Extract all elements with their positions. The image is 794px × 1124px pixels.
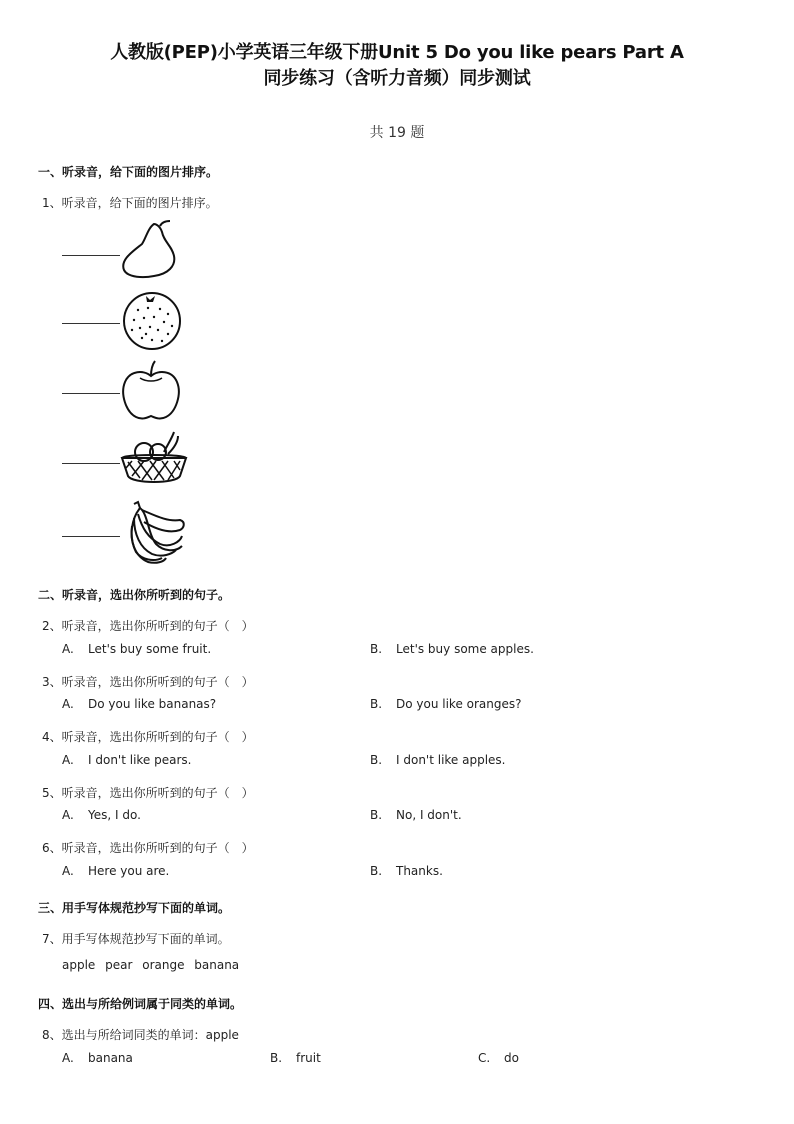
- question-5-prompt: 5、听录音，选出你所听到的句子（ ）: [42, 786, 254, 800]
- option-text: do: [504, 1051, 519, 1065]
- option-text: Do you like oranges?: [396, 697, 522, 711]
- question-5-option-b[interactable]: [370, 808, 462, 822]
- section-heading-3: 三、用手写体规范抄写下面的单词。: [38, 901, 231, 915]
- option-text: banana: [88, 1051, 133, 1065]
- option-letter: A.: [62, 753, 74, 767]
- apple-icon: [118, 360, 184, 422]
- option-letter: C.: [478, 1051, 491, 1065]
- question-2-option-b[interactable]: [370, 642, 534, 656]
- question-6-option-b[interactable]: [370, 864, 443, 878]
- option-text: Yes, I do.: [88, 808, 141, 822]
- option-letter: A.: [62, 1051, 74, 1065]
- document-subtitle: 同步练习（含听力音频）同步测试: [263, 68, 531, 89]
- question-count: 共 19 题: [369, 125, 425, 141]
- option-letter: B.: [370, 864, 383, 878]
- option-text: Thanks.: [396, 864, 443, 878]
- question-5-option-a[interactable]: [62, 808, 141, 822]
- pear-icon: [118, 220, 184, 280]
- section-heading-2: 二、听录音，选出你所听到的句子。: [38, 588, 231, 602]
- question-8-prompt: 8、选出与所给词同类的单词：apple: [42, 1028, 239, 1042]
- answer-blank-2[interactable]: [62, 323, 120, 324]
- answer-blank-3[interactable]: [62, 393, 120, 394]
- option-text: Let's buy some apples.: [396, 642, 534, 656]
- question-8-option-c[interactable]: [478, 1051, 519, 1065]
- section-heading-1: 一、听录音，给下面的图片排序。: [38, 165, 219, 179]
- option-letter: A.: [62, 697, 74, 711]
- answer-blank-4[interactable]: [62, 463, 120, 464]
- option-text: Let's buy some fruit.: [88, 642, 212, 656]
- banana-icon: [118, 500, 188, 566]
- question-6-option-a[interactable]: [62, 864, 169, 878]
- question-3-option-b[interactable]: [370, 697, 522, 711]
- question-4-prompt: 4、听录音，选出你所听到的句子（ ）: [42, 730, 254, 744]
- question-2-option-a[interactable]: [62, 642, 211, 656]
- question-3-option-a[interactable]: [62, 697, 216, 711]
- option-letter: B.: [370, 753, 383, 767]
- option-letter: A.: [62, 808, 74, 822]
- option-text: I don't like pears.: [88, 753, 192, 767]
- question-8-option-a[interactable]: [62, 1051, 133, 1065]
- option-text: fruit: [296, 1051, 321, 1065]
- question-4-option-b[interactable]: [370, 753, 506, 767]
- option-text: Do you like bananas?: [88, 697, 217, 711]
- copy-words: apple pear orange banana: [62, 958, 240, 972]
- option-text: No, I don't.: [396, 808, 462, 822]
- section-heading-4: 四、选出与所给例词属于同类的单词。: [38, 997, 243, 1011]
- option-letter: B.: [370, 697, 383, 711]
- option-letter: B.: [370, 642, 383, 656]
- option-letter: A.: [62, 864, 74, 878]
- document-title: 人教版(PEP)小学英语三年级下册Unit 5 Do you like pears Part A: [110, 42, 684, 63]
- orange-icon: [118, 290, 188, 350]
- answer-blank-5[interactable]: [62, 536, 120, 537]
- fruit-basket-icon: [118, 430, 190, 490]
- question-3-prompt: 3、听录音，选出你所听到的句子（ ）: [42, 675, 254, 689]
- option-letter: A.: [62, 642, 74, 656]
- question-2-prompt: 2、听录音，选出你所听到的句子（ ）: [42, 619, 254, 633]
- option-text: I don't like apples.: [396, 753, 506, 767]
- question-6-prompt: 6、听录音，选出你所听到的句子（ ）: [42, 841, 254, 855]
- option-text: Here you are.: [88, 864, 170, 878]
- question-4-option-a[interactable]: [62, 753, 191, 767]
- question-7-prompt: 7、用手写体规范抄写下面的单词。: [42, 932, 230, 946]
- answer-blank-1[interactable]: [62, 255, 120, 256]
- option-letter: B.: [270, 1051, 283, 1065]
- question-1-prompt: 1、听录音，给下面的图片排序。: [42, 196, 218, 210]
- option-letter: B.: [370, 808, 383, 822]
- question-8-option-b[interactable]: [270, 1051, 321, 1065]
